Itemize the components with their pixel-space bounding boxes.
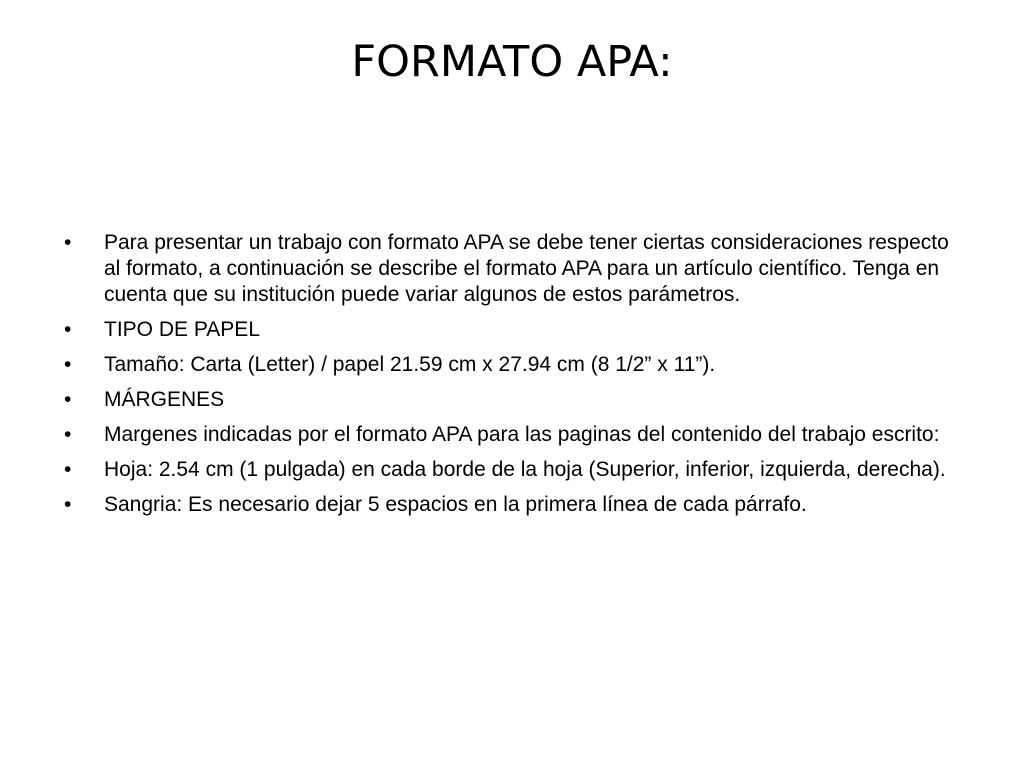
bullet-icon: • <box>64 353 72 376</box>
bullet-item-tamano <box>62 352 970 378</box>
slide-title: FORMATO APA: <box>351 37 673 87</box>
bullet-item-intro <box>62 230 970 308</box>
bullet-text: Margenes indicadas por el formato APA para las paginas del contenido del trabajo escrito: <box>104 423 940 446</box>
bullet-icon: • <box>64 388 72 411</box>
bullet-text: Hoja: 2.54 cm (1 pulgada) en cada borde de la hoja (Superior, inferior, izquierda, derecha). <box>104 458 946 481</box>
bullet-icon: • <box>64 423 72 446</box>
bullet-item-margenes-heading <box>62 387 970 413</box>
bullet-text: Tamaño: Carta (Letter) / papel 21.59 cm x 27.94 cm (8 1/2” x 11”). <box>104 353 716 376</box>
bullet-text: Para presentar un trabajo con formato APA se debe tener ciertas consideraciones respecto al formato, a continuación se describe el formato APA para un artículo científico. Tenga en cuenta que su institución puede variar algunos de estos parámetros. <box>104 231 949 306</box>
bullet-item-margenes-detail <box>62 422 970 448</box>
bullet-text: Sangria: Es necesario dejar 5 espacios en la primera línea de cada párrafo. <box>104 493 807 516</box>
bullet-list <box>62 230 970 527</box>
bullet-icon: • <box>64 318 72 341</box>
bullet-item-sangria <box>62 492 970 518</box>
bullet-text: MÁRGENES <box>104 388 225 411</box>
bullet-icon: • <box>64 493 72 516</box>
bullet-icon: • <box>64 458 72 481</box>
bullet-item-hoja <box>62 457 970 483</box>
bullet-text: TIPO DE PAPEL <box>104 318 260 341</box>
bullet-icon: • <box>64 231 72 254</box>
bullet-item-tipo-de-papel <box>62 317 970 343</box>
